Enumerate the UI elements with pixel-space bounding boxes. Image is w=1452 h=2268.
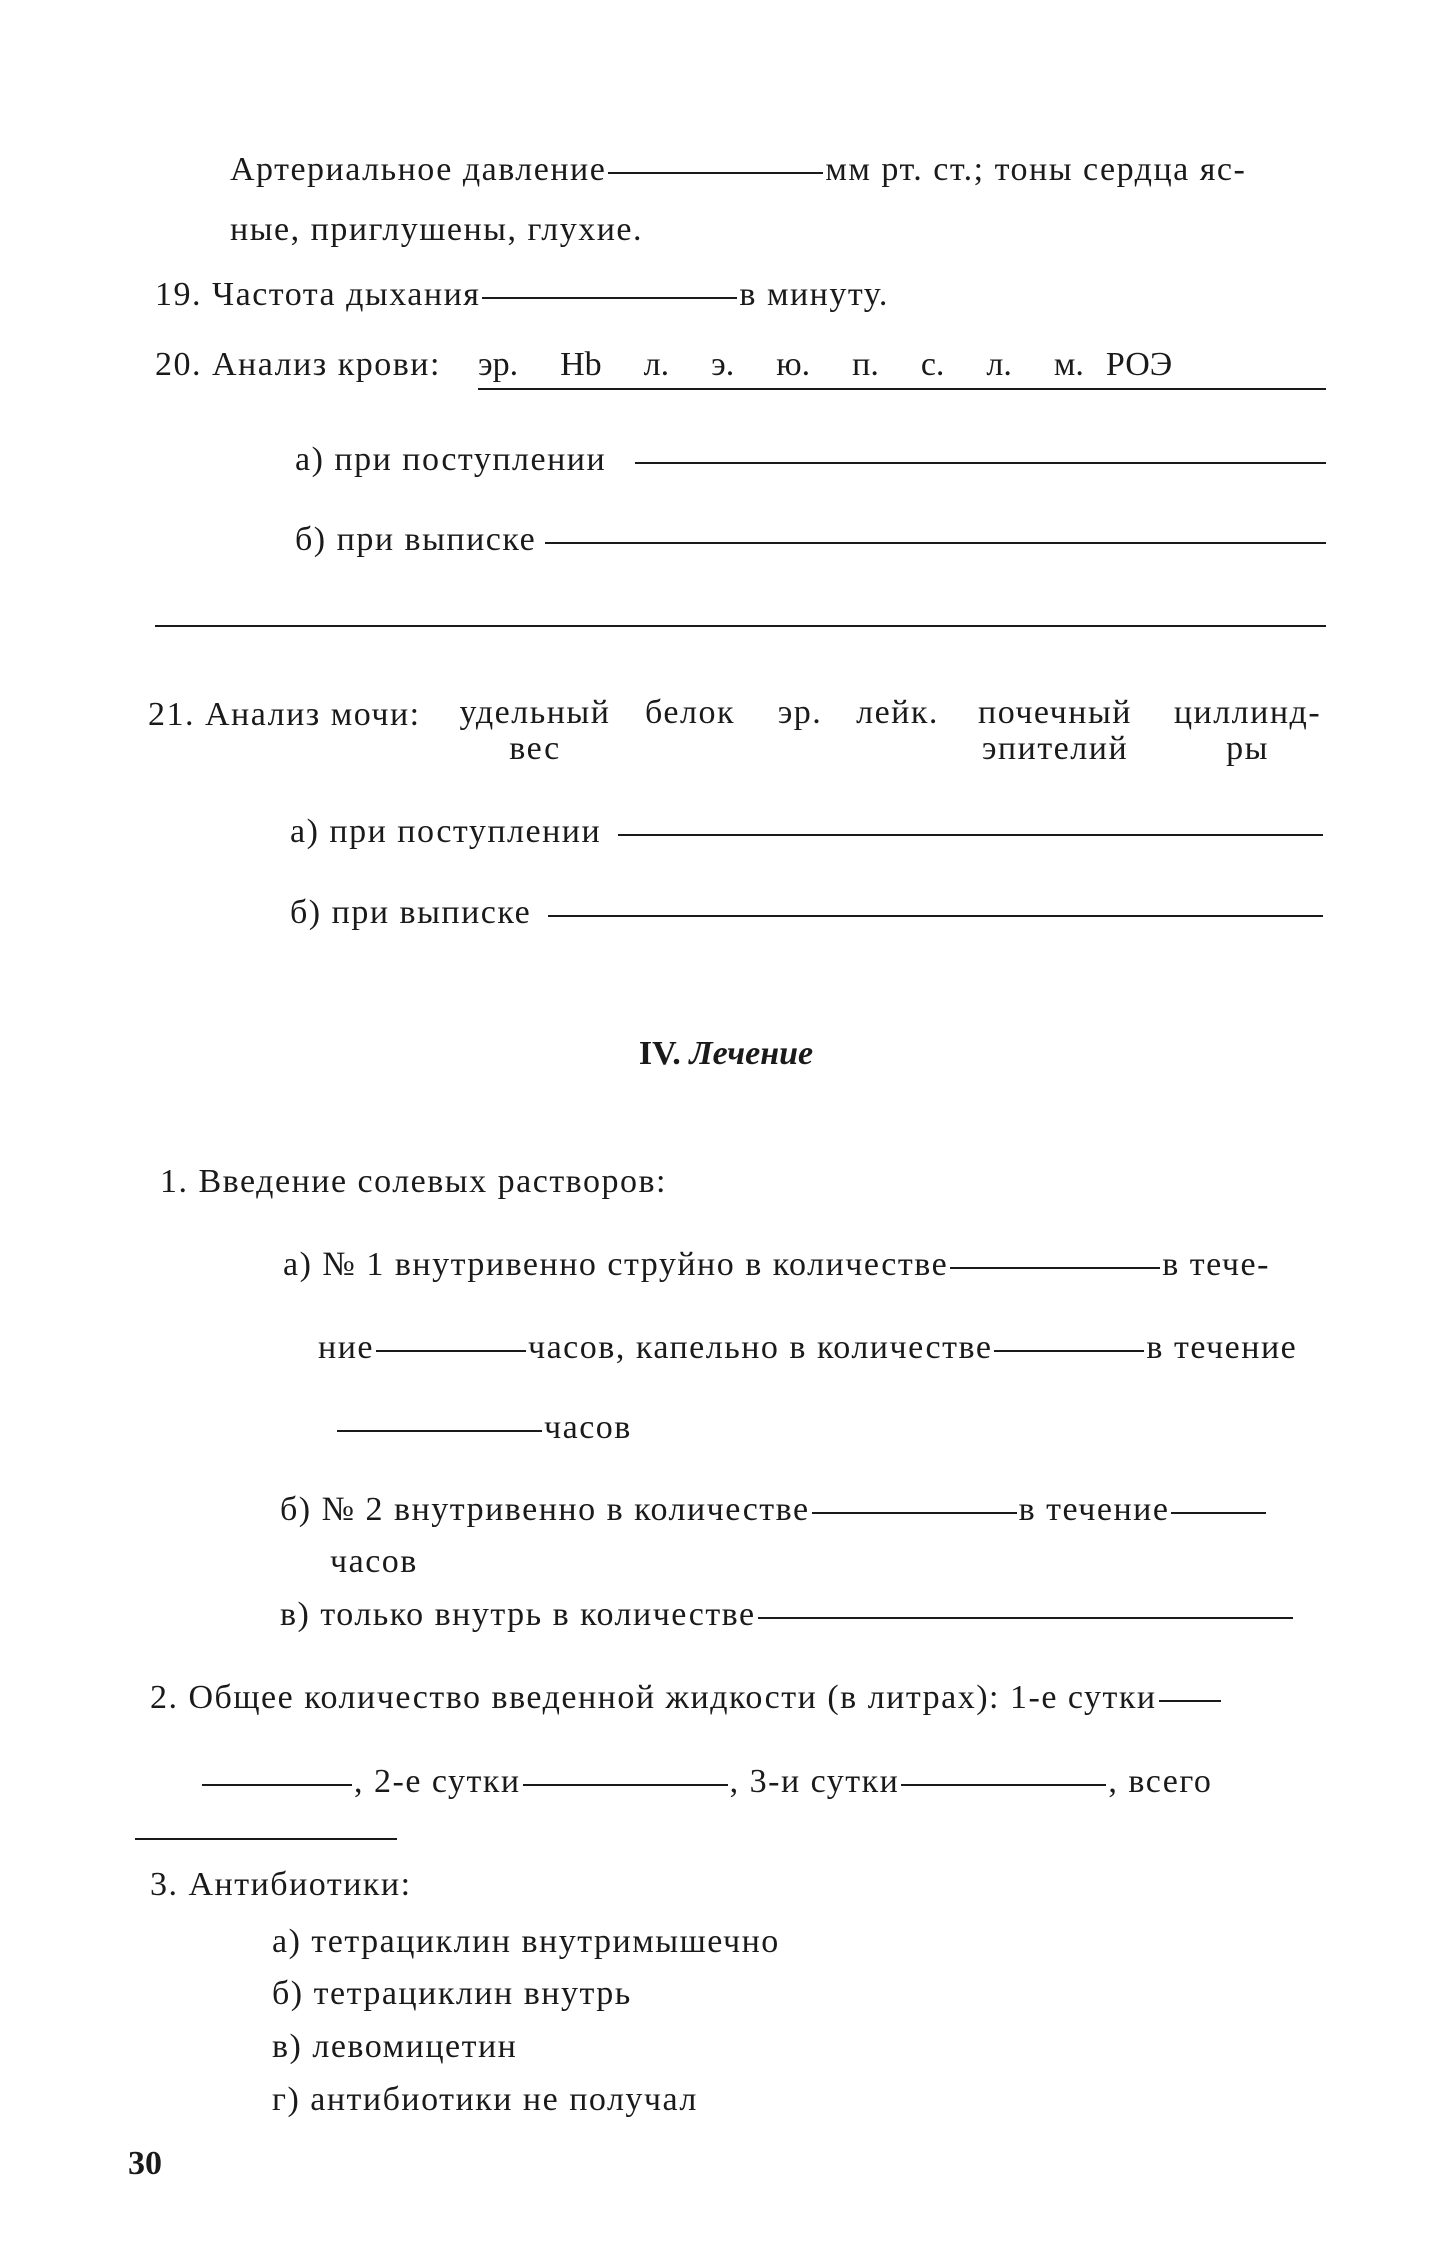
blood-pressure-field[interactable] (608, 171, 823, 174)
total-field[interactable] (135, 1838, 397, 1840)
solution2-amount-field[interactable] (812, 1511, 1017, 1514)
treat1b-text: б) № 2 внутривенно в количестве (280, 1491, 810, 1528)
day1-field-start[interactable] (1159, 1699, 1221, 1702)
antibiotic-option-c[interactable] (272, 2027, 517, 2067)
blood-col-l: л. (643, 346, 670, 383)
antibiotic-option-b[interactable] (272, 1974, 632, 2014)
blood-admission-line (295, 440, 606, 480)
urine-admission-line (290, 812, 601, 852)
blood-discharge-field[interactable] (545, 542, 1326, 544)
section-heading (0, 1035, 1452, 1073)
urine-discharge-line (290, 893, 531, 933)
item21-label: Анализ мочи: (205, 696, 421, 733)
item19-label: Частота дыхания (212, 276, 481, 313)
blood-col-s: с. (920, 346, 945, 383)
treat1a-line2 (318, 1328, 1297, 1368)
treat1b-line (280, 1490, 1268, 1530)
blood-test-columns (478, 345, 1172, 385)
treat2-label: Общее количество введенной жидкости (в литрах): (188, 1679, 1000, 1716)
urine-admission-label: а) при поступлении (290, 813, 602, 850)
heart-tones-line (230, 210, 643, 250)
antibiotic-option-d-text: г) антибиотики не получал (272, 2081, 698, 2118)
drip-amount-field[interactable] (994, 1349, 1144, 1352)
blood-pressure-line (230, 150, 1246, 190)
urine-col-casts-line2: ры (1226, 730, 1269, 767)
urine-col-gravity-line1: удельный (459, 694, 611, 731)
treat2-day2: 2-е сутки (374, 1763, 521, 1800)
blood-test-header-rule (478, 388, 1326, 390)
urine-col-epithelium-line1: почечный (978, 694, 1132, 731)
urine-col-epithelium (975, 695, 1135, 767)
item19-line (155, 275, 889, 315)
item21-line (148, 695, 421, 735)
treat2-day1: 1-е сутки (1010, 1679, 1157, 1716)
urine-col-gravity-line2: вес (509, 730, 561, 767)
blood-col-l2: л. (986, 346, 1012, 383)
solution2-hours-field[interactable] (1171, 1511, 1266, 1514)
blood-admission-label: а) при поступлении (295, 441, 607, 478)
day3-field[interactable] (901, 1783, 1106, 1786)
blood-pressure-unit: мм рт. ст.; тоны сердца яс- (825, 151, 1247, 188)
item20-line (155, 345, 441, 385)
treat1a-text: а) № 1 внутривенно струйно в количестве (283, 1246, 949, 1283)
urine-col-protein (640, 695, 740, 731)
item21-number: 21. (148, 696, 195, 733)
treat1c-text: в) только внутрь в количестве (280, 1596, 756, 1633)
respiration-rate-field[interactable] (482, 296, 737, 299)
treat3-label: Антибиотики: (188, 1866, 412, 1903)
urine-col-leuk-line1: лейк. (856, 694, 939, 731)
treat1c-line (280, 1595, 1295, 1635)
blood-col-hb: Hb (560, 346, 602, 383)
bolus-amount-field[interactable] (950, 1266, 1160, 1269)
item19-unit: в минуту. (739, 276, 889, 313)
urine-discharge-field[interactable] (548, 915, 1323, 917)
blood-col-yu: ю. (776, 346, 811, 383)
treat1a-hours: часов (544, 1409, 632, 1446)
treat3-number: 3. (150, 1866, 179, 1903)
blood-discharge-label: б) при выписке (295, 521, 537, 558)
urine-col-gravity (455, 695, 615, 767)
blood-col-e: э. (711, 346, 735, 383)
treat1a-during2: в течение (1146, 1329, 1298, 1366)
item20-label: Анализ крови: (212, 346, 441, 383)
treat3-line (150, 1865, 412, 1905)
page-number: 30 (128, 2145, 162, 2182)
antibiotic-option-c-text: в) левомицетин (272, 2028, 518, 2065)
antibiotic-option-a-text: а) тетрациклин внутримышечно (272, 1923, 780, 1960)
treat1a-during: в тече- (1162, 1246, 1270, 1283)
section-numeral: IV. (638, 1035, 681, 1072)
section-title: Лечение (689, 1035, 814, 1072)
blood-discharge-line (295, 520, 536, 560)
treat1a-cont: ние (318, 1329, 374, 1366)
treat1a-drip: часов, капельно в количестве (527, 1329, 993, 1366)
antibiotic-option-d[interactable] (272, 2080, 698, 2120)
treat2-line (150, 1678, 1223, 1718)
treat1a-line1 (283, 1245, 1270, 1285)
antibiotic-option-a[interactable] (272, 1922, 780, 1962)
treat1b-hours: часов (330, 1543, 418, 1580)
blood-col-p: п. (852, 346, 879, 383)
treat1a-line3 (335, 1408, 632, 1448)
blood-col-m: м. (1053, 346, 1084, 383)
urine-discharge-label: б) при выписке (290, 894, 532, 931)
treat2-day3: 3-и сутки (749, 1763, 900, 1800)
drip-hours-field[interactable] (337, 1429, 542, 1432)
urine-col-epithelium-line2: эпителий (981, 730, 1129, 767)
urine-col-casts (1170, 695, 1325, 767)
treat1-line (160, 1162, 667, 1202)
day1-field-end[interactable] (202, 1783, 352, 1786)
oral-amount-field[interactable] (758, 1616, 1293, 1619)
blood-pressure-label: Артериальное давление (230, 151, 607, 188)
urine-col-er (765, 695, 835, 731)
treat1-number: 1. (160, 1163, 189, 1200)
blood-admission-field[interactable] (635, 462, 1326, 464)
treat2-line2: , 2-е сутки , 3-и сутки , всего (200, 1762, 1212, 1802)
treat1-label: Введение солевых растворов: (198, 1163, 668, 1200)
treat2-total: всего (1128, 1763, 1213, 1800)
heart-tones-options: ные, приглушены, глухие. (230, 211, 643, 248)
day2-field[interactable] (523, 1783, 728, 1786)
bolus-hours-field[interactable] (376, 1349, 526, 1352)
antibiotic-option-b-text: б) тетрациклин внутрь (272, 1975, 632, 2012)
item19-number: 19. (155, 276, 202, 313)
blood-col-er: эр. (478, 346, 519, 383)
urine-col-leuk (850, 695, 945, 731)
urine-col-casts-line1: циллинд- (1173, 694, 1322, 731)
urine-col-protein-line1: белок (645, 694, 735, 731)
treat2-number: 2. (150, 1679, 179, 1716)
urine-admission-field[interactable] (618, 834, 1323, 836)
item20-number: 20. (155, 346, 202, 383)
treat1b-during: в течение (1018, 1491, 1170, 1528)
blood-col-roe: РОЭ (1105, 346, 1173, 383)
urine-col-er-line1: эр. (777, 694, 823, 731)
blood-extra-rule[interactable] (155, 625, 1326, 627)
treat1b-cont-line (330, 1542, 418, 1582)
